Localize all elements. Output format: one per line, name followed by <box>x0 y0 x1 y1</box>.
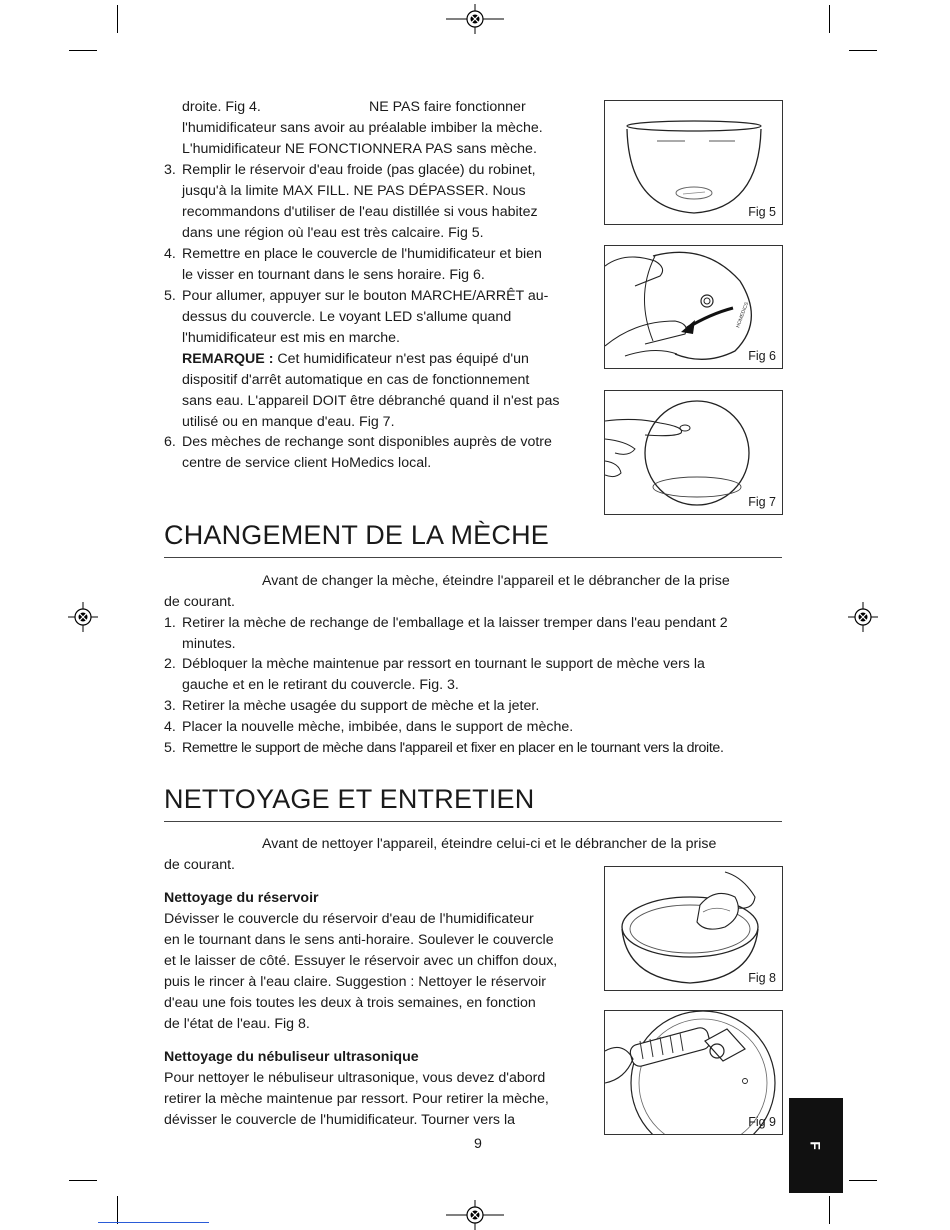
list-text: gauche et en le retirant du couvercle. Fig. 3. <box>182 677 459 693</box>
section-title: CHANGEMENT DE LA MÈCHE <box>164 520 549 550</box>
subheading: Nettoyage du réservoir <box>164 890 319 906</box>
remark-line: sans eau. L'appareil DOIT être débranché quand il n'est pas <box>182 393 560 409</box>
body-text: en le tournant dans le sens anti-horaire. Soulever le couvercle <box>164 932 554 948</box>
crop-mark <box>829 5 830 33</box>
figure-caption: Fig 5 <box>748 205 776 219</box>
language-tab-label: F <box>808 1141 824 1150</box>
figure-6 <box>604 245 783 369</box>
crop-mark <box>829 1196 830 1224</box>
list-item <box>164 696 784 717</box>
list-text: Pour allumer, appuyer sur le bouton MARCHE/ARRÊT au- <box>182 288 549 304</box>
list-text: Retirer la mèche usagée du support de mèche et la jeter. <box>182 698 540 714</box>
registration-mark-icon <box>446 1200 504 1230</box>
list-number: 5. <box>164 740 176 756</box>
list-text: Retirer la mèche de rechange de l'emballage et la laisser tremper dans l'eau pendant 2 <box>182 615 728 631</box>
crop-mark <box>69 50 97 51</box>
subheading: Nettoyage du nébuliseur ultrasonique <box>164 1049 419 1065</box>
crop-mark <box>117 1196 118 1224</box>
intro-text: Avant de changer la mèche, éteindre l'appareil et le débrancher de la prise <box>262 573 730 589</box>
list-number: 3. <box>164 162 176 178</box>
list-item <box>164 717 784 738</box>
intro-text: de courant. <box>164 594 235 610</box>
registration-mark-icon <box>68 602 98 632</box>
section-divider <box>164 821 782 822</box>
body-text: Pour nettoyer le nébuliseur ultrasonique, vous devez d'abord <box>164 1070 546 1086</box>
list-text: l'humidificateur est mis en marche. <box>182 330 400 346</box>
body-text: puis le rincer à l'eau claire. Suggestion : Nettoyer le réservoir <box>164 974 547 990</box>
list-number: 2. <box>164 656 176 672</box>
remark-line: utilisé ou en manque d'eau. Fig 7. <box>182 414 395 430</box>
humidifier-brand-mark: HOMEDICS <box>735 301 751 329</box>
list-text: centre de service client HoMedics local. <box>182 455 432 471</box>
figure-caption: Fig 7 <box>748 495 776 509</box>
text-line: droite. Fig 4. <box>182 99 261 115</box>
section-title: NETTOYAGE ET ENTRETIEN <box>164 784 535 814</box>
page-number: 9 <box>474 1136 482 1152</box>
text-line: L'humidificateur NE FONCTIONNERA PAS sans mèche. <box>182 141 537 157</box>
body-text: dévisser le couvercle de l'humidificateur. Tourner vers la <box>164 1112 515 1128</box>
list-text: Placer la nouvelle mèche, imbibée, dans le support de mèche. <box>182 719 574 735</box>
list-item <box>164 244 594 286</box>
list-item <box>164 160 594 244</box>
figure-caption: Fig 9 <box>748 1115 776 1129</box>
crop-mark <box>69 1180 97 1181</box>
body-text: de l'état de l'eau. Fig 8. <box>164 1016 310 1032</box>
list-text: recommandons d'utiliser de l'eau distillée si vous habitez <box>182 204 538 220</box>
intro-text: Avant de nettoyer l'appareil, éteindre celui-ci et le débrancher de la prise <box>262 836 717 852</box>
figure-8 <box>604 866 783 991</box>
registration-mark-icon <box>446 4 504 34</box>
list-item <box>164 738 784 759</box>
crop-mark <box>849 50 877 51</box>
body-text: retirer la mèche maintenue par ressort. Pour retirer la mèche, <box>164 1091 549 1107</box>
list-number: 5. <box>164 288 176 304</box>
list-text: minutes. <box>182 636 236 652</box>
list-text: dessus du couvercle. Le voyant LED s'allume quand <box>182 309 512 325</box>
body-text: d'eau une fois toutes les deux à trois semaines, en fonction <box>164 995 536 1011</box>
list-text: Remettre le support de mèche dans l'appareil et fixer en placer en le tournant vers la droite. <box>182 740 724 756</box>
crop-mark <box>98 1222 209 1223</box>
crop-mark <box>849 1180 877 1181</box>
list-text: Remplir le réservoir d'eau froide (pas glacée) du robinet, <box>182 162 536 178</box>
remark-line: dispositif d'arrêt automatique en cas de fonctionnement <box>182 372 530 388</box>
language-tab <box>789 1098 843 1193</box>
text-line: l'humidificateur sans avoir au préalable imbiber la mèche. <box>182 120 543 136</box>
list-number: 1. <box>164 615 176 631</box>
list-item <box>164 654 784 696</box>
list-text: Des mèches de rechange sont disponibles auprès de votre <box>182 434 552 450</box>
figure-caption: Fig 6 <box>748 349 776 363</box>
body-text: Dévisser le couvercle du réservoir d'eau de l'humidificateur <box>164 911 534 927</box>
body-text: et le laisser de côté. Essuyer le réservoir avec un chiffon doux, <box>164 953 558 969</box>
intro-text: de courant. <box>164 857 235 873</box>
list-number: 3. <box>164 698 176 714</box>
section-divider <box>164 557 782 558</box>
list-text: jusqu'à la limite MAX FILL. NE PAS DÉPASSER. Nous <box>182 183 526 199</box>
registration-mark-icon <box>848 602 878 632</box>
figure-5 <box>604 100 783 225</box>
text-line: NE PAS faire fonctionner <box>369 99 526 115</box>
list-number: 4. <box>164 246 176 262</box>
remark-label: REMARQUE : <box>182 351 274 367</box>
figure-caption: Fig 8 <box>748 971 776 985</box>
figure-9 <box>604 1010 783 1135</box>
remark-text: Cet humidificateur n'est pas équipé d'un <box>273 351 529 367</box>
list-text: le visser en tournant dans le sens horaire. Fig 6. <box>182 267 485 283</box>
crop-mark <box>117 5 118 33</box>
list-item <box>164 286 594 432</box>
list-number: 6. <box>164 434 176 450</box>
remark-line <box>182 349 529 370</box>
list-item <box>164 613 784 655</box>
list-item <box>164 432 594 474</box>
list-number: 4. <box>164 719 176 735</box>
figure-7 <box>604 390 783 515</box>
list-text: Remettre en place le couvercle de l'humidificateur et bien <box>182 246 542 262</box>
list-text: dans une région où l'eau est très calcaire. Fig 5. <box>182 225 484 241</box>
list-text: Débloquer la mèche maintenue par ressort en tournant le support de mèche vers la <box>182 656 705 672</box>
